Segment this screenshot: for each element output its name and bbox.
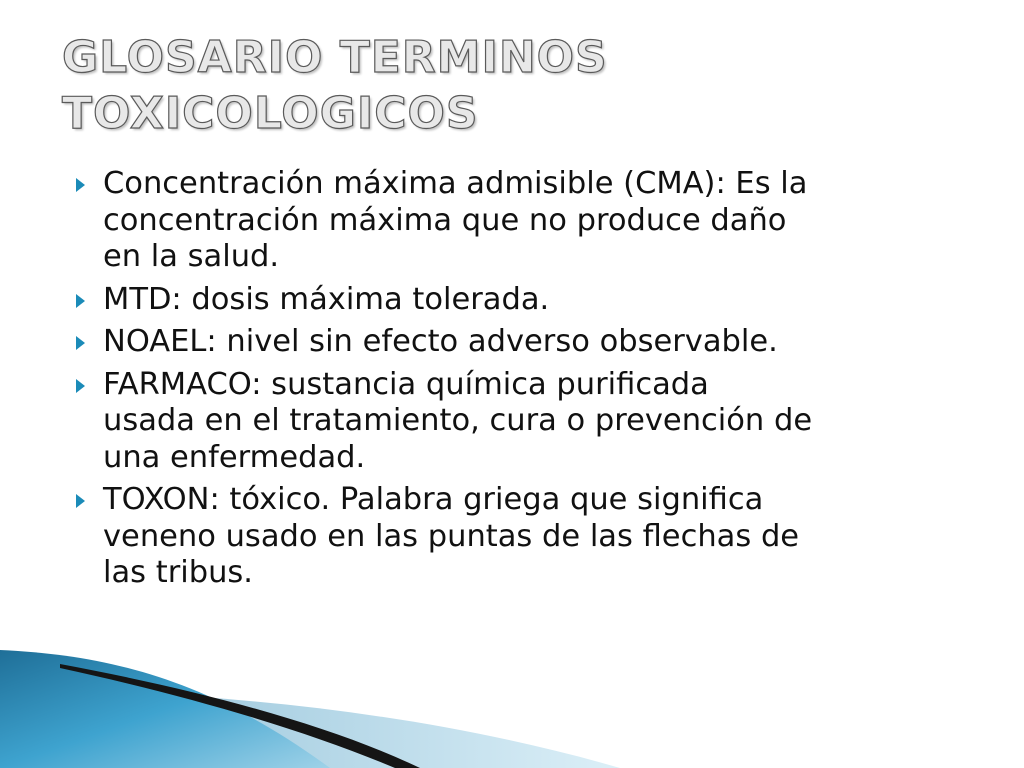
bullet-item-noael: [72, 324, 972, 361]
wave-main-band: [0, 650, 330, 768]
slide-title: [62, 30, 962, 142]
bullet-line: MTD: dosis máxima tolerada.: [103, 281, 550, 317]
title-line-2: TOXICOLOGICOS: [62, 88, 479, 139]
arrow-right-icon: [76, 379, 85, 393]
arrow-right-icon: [76, 494, 85, 508]
bullet-item-toxon: [72, 482, 972, 592]
bullet-line: usada en el tratamiento, cura o prevención de: [103, 403, 813, 438]
wave-light-band: [0, 690, 620, 768]
bullet-line: Concentración máxima admisible (CMA): Es la: [103, 166, 808, 201]
bullet-line: NOAEL: nivel sin efecto adverso observable.: [103, 324, 778, 359]
wave-black-stripe: [60, 664, 420, 768]
arrow-right-icon: [76, 336, 85, 350]
title-line-1: GLOSARIO TERMINOS: [62, 32, 608, 83]
bullet-item-cma: [72, 166, 972, 276]
bullet-line: veneno usado en las puntas de las flechas de: [103, 518, 800, 554]
arrow-right-icon: [76, 178, 85, 192]
bullet-line: FARMACO: sustancia química purificada: [103, 366, 709, 402]
bullet-line: las tribus.: [103, 555, 253, 590]
arrow-right-icon: [76, 294, 85, 308]
bullet-item-farmaco: [72, 367, 972, 477]
bullet-line: una enfermedad.: [103, 439, 366, 475]
bullet-line: concentración máxima que no produce daño: [103, 202, 787, 238]
bullet-item-mtd: [72, 282, 972, 319]
bullet-list: [72, 166, 972, 598]
bullet-line: TOXON: tóxico. Palabra griega que significa: [103, 482, 764, 517]
bullet-line: en la salud.: [103, 239, 280, 274]
